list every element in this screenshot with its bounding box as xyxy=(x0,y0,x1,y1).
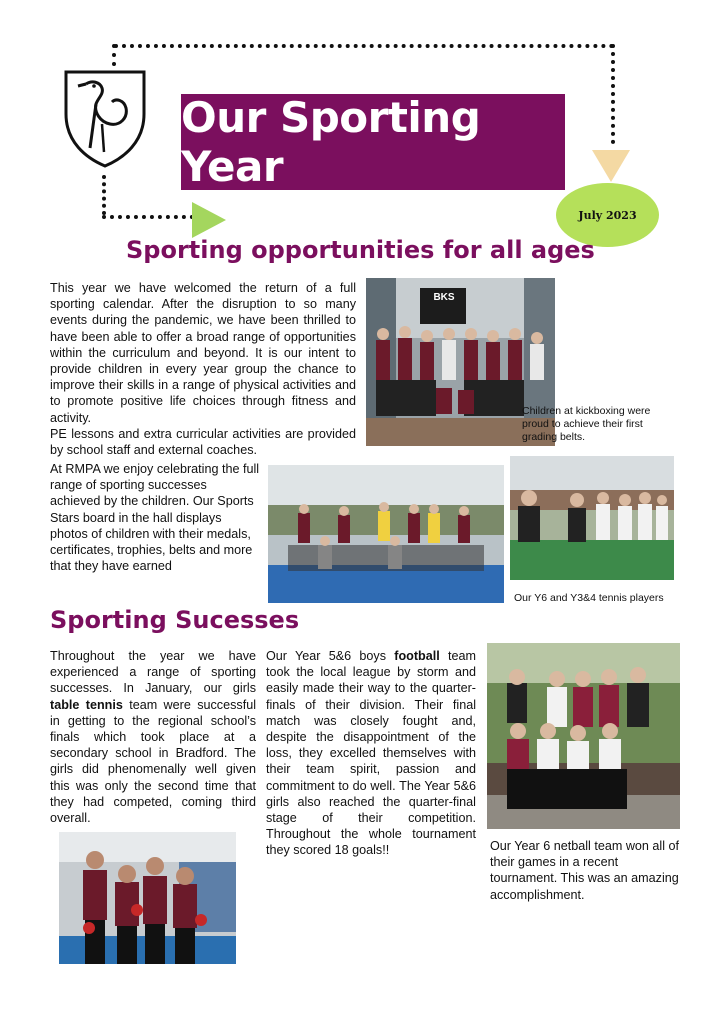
kickboxing-caption: Children at kickboxing were proud to achieve their first grading belts. xyxy=(522,405,651,443)
tennis-caption: Our Y6 and Y3&4 tennis players xyxy=(514,592,664,604)
section2-col1 xyxy=(50,648,256,826)
col1-text-bold: table tennis xyxy=(50,697,123,712)
table-tennis-photo xyxy=(59,832,236,964)
netball-photo xyxy=(487,643,680,829)
section1-para2: PE lessons and extra curricular activities are provided by school staff and external coaches. xyxy=(50,427,356,458)
section1-para3: At RMPA we enjoy celebrating the full range of sporting successes achieved by the children. Our Sports Stars board in the hall displays photos of children with their medals, certificates, trophies, belts and more that they have earned xyxy=(50,462,260,574)
dotted-line-left-lower xyxy=(102,175,106,215)
arrow-right-icon xyxy=(192,202,226,238)
section2-heading: Sporting Sucesses xyxy=(50,606,300,634)
col2-text-bold: football xyxy=(394,649,440,663)
section1-heading: Sporting opportunities for all ages xyxy=(126,236,595,264)
col1-text-start: Throughout the year we have experienced a range of sporting successes. In January, our girls xyxy=(50,649,256,696)
title-banner xyxy=(181,94,565,190)
tennis-group-photo xyxy=(268,465,504,603)
col1-text-end: team were successful in getting to the regional school’s finals which took place at a secondary school in Bradford. The girls did phenomenally well given this was only the second time that they had competed, coming third overall. xyxy=(50,697,256,826)
heron-crest-icon xyxy=(56,62,154,170)
col2-text-start: Our Year 5&6 boys xyxy=(266,649,395,663)
date-badge-text: July 2023 xyxy=(578,208,637,222)
dotted-line-right xyxy=(611,44,615,144)
dotted-line-bottom xyxy=(102,215,194,219)
school-crest xyxy=(56,62,154,170)
section2-col2 xyxy=(266,648,476,859)
page-title: Our Sporting Year xyxy=(181,93,481,191)
kickboxing-sign: BKS xyxy=(433,292,455,303)
tennis-players-photo xyxy=(510,456,674,580)
dotted-line-top xyxy=(114,44,614,48)
section1-para1: This year we have welcomed the return of a full sporting calendar. After the disruption to so many events during the pandemic, we have been thrilled to have been able to offer a broad range of opportunities within the curriculum and beyond. It is our intent to provide children in every year group the chance to improve their skills in a range of physical activities and to promote positive life choices through fitness and activity. xyxy=(50,281,356,425)
netball-caption: Our Year 6 netball team won all of their games in a recent tournament. This was an amazing accomplishment. xyxy=(490,839,680,902)
col2-text-end: team took the local league by storm and easily made their way to the quarter-finals of their division. Their final match was closely fought and, despite the disappointment of the loss, they excelled themselves with their team spirit, passion and commitment to do well. The Year 5&6 girls also reached the quarter-final stage of their competition. Throughout the whole tournament they scored 18 goals!! xyxy=(266,649,477,858)
arrow-down-icon xyxy=(592,150,630,182)
